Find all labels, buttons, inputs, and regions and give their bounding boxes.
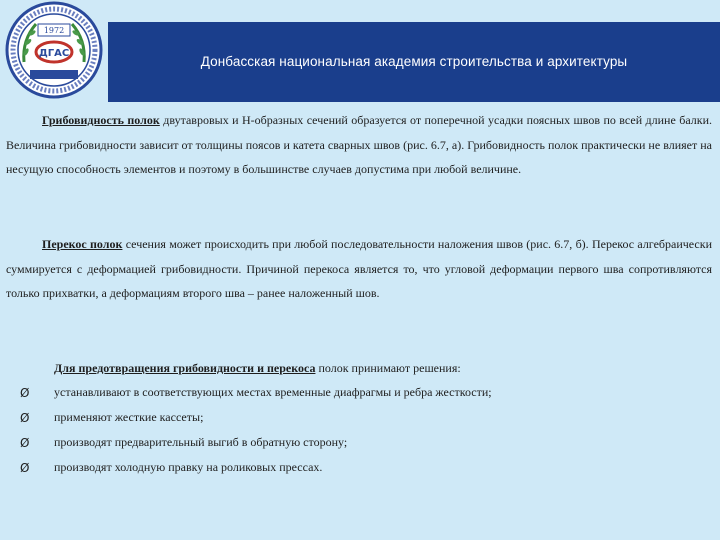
list-item — [20, 405, 710, 430]
paragraph-mushrooming-text: двутавровых и Н-образных сечений образуется от поперечной усадки поясных швов по всей длине балки. Величина грибовидности зависит от толщины поясов и катета сварных швов (рис. 6.7, а). Грибовидность полок практически не влияет на несущую способность элементов и поэтому в большинстве случаев допустима при любой величине. — [6, 113, 713, 176]
paragraph-mushrooming — [6, 108, 712, 182]
logo-year: 1972 — [43, 26, 65, 35]
list-item — [20, 455, 710, 480]
list-item-text: устанавливают в соответствующих местах временные диафрагмы и ребра жесткости; — [54, 385, 492, 399]
paragraph-prevention-text: полок принимают решения: — [315, 361, 461, 375]
paragraph-skew — [6, 232, 712, 306]
term-prevention: Для предотвращения грибовидности и перекоса — [54, 361, 316, 375]
list-item-text: производят холодную правку на роликовых прессах. — [54, 460, 323, 474]
term-skew: Перекос полок — [42, 237, 123, 251]
arrow-bullet-icon: Ø — [20, 385, 30, 400]
page-title: Донбасская национальная академия строительства и архитектуры — [200, 54, 628, 69]
header-band — [108, 22, 720, 102]
list-item-text: применяют жесткие кассеты; — [54, 410, 204, 424]
paragraph-skew-text: сечения может происходить при любой последовательности наложения швов (рис. 6.7, б). Перекос алгебраически суммируется с деформацией грибовидности. Причиной перекоса является то, что угловой деформации первого шва сопротивляются только прихватки, а деформациям второго шва – ранее наложенный шов. — [6, 237, 712, 300]
arrow-bullet-icon: Ø — [20, 435, 30, 450]
list-item — [20, 430, 710, 455]
paragraph-prevention — [54, 356, 714, 381]
arrow-bullet-icon: Ø — [20, 410, 30, 425]
solutions-list — [20, 380, 710, 480]
list-item — [20, 380, 710, 405]
term-mushrooming: Грибовидность полок — [42, 113, 160, 127]
svg-text:ДГАС: ДГАС — [38, 48, 70, 59]
academy-emblem-icon — [2, 0, 106, 100]
arrow-bullet-icon: Ø — [20, 460, 30, 475]
list-item-text: производят предварительный выгиб в обратную сторону; — [54, 435, 348, 449]
